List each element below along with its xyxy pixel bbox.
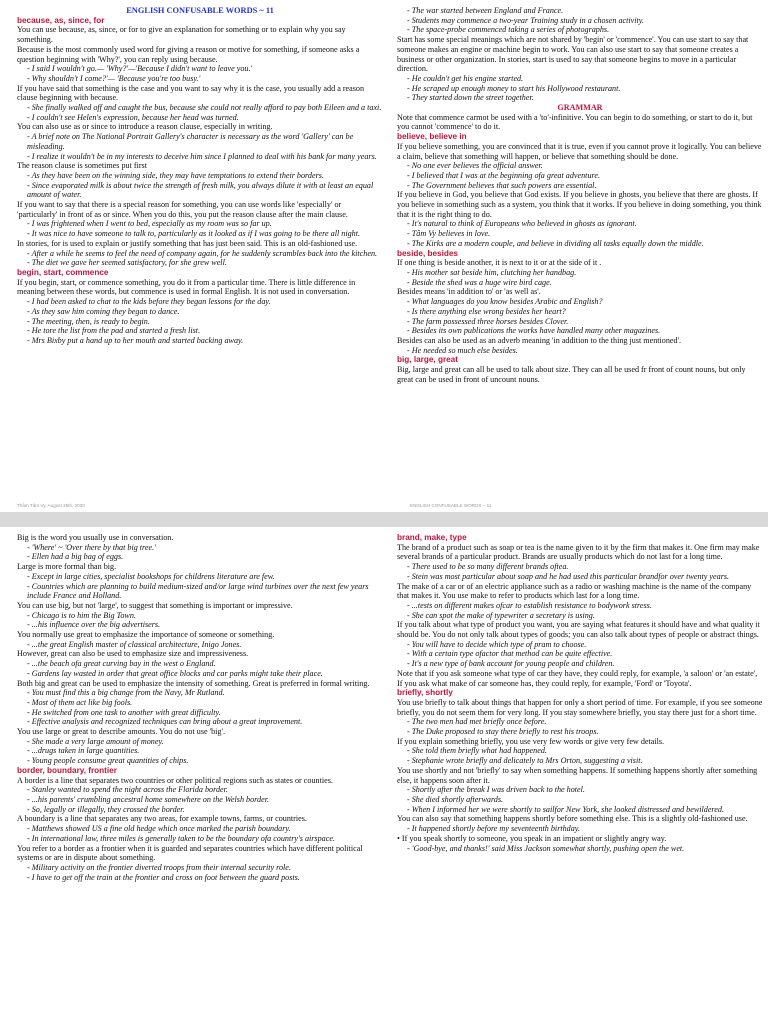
example-sentence: - The war started between England and France. (407, 6, 564, 15)
paragraph: A boundary is a line that separates any two areas, for example towns, farms, or countries. (17, 814, 307, 824)
paragraph: Note that commence carmot be used with a 'to'-infinitive. You can begin to do something, or start to do it, but you cannot 'commence' to do it. (397, 112, 753, 132)
paragraph: If you believe in God, you believe that God exists. If you believe in ghosts, you believe that there are ghosts. If you believe in something such as a system, you think that it works. If you believe in doing something, you think that it is the right thing to do. (397, 190, 762, 219)
page-1-left-column (17, 6, 383, 346)
paragraph: Besides can also be used as an adverb meaning 'in addition to the thing just mentioned'. (397, 335, 682, 345)
example-sentence: - The Duke proposed to stay there briefly to rest his troops. (407, 727, 599, 737)
paragraph: If you talk about what type of product you want, you are saying what features it should have and what quality it should be. You do not only talk about types of goods; you can also talk about types of people or abstract things. (397, 620, 760, 640)
document-title: ENGLISH CONFUSABLE WORDS ~ 11 (126, 6, 274, 15)
entry-heading: big, large, great (397, 355, 458, 365)
paragraph: If you explain something briefly, you use very few words or give very few details. (397, 736, 665, 746)
example-sentence: - She made a very large amount of money. (27, 736, 164, 746)
example-sentence: - 'Where' ~ 'Over there by that big tree.' (27, 542, 156, 552)
example-sentence: - Gardens lay wasted in order that great office blocks and car parks might take their place. (27, 668, 323, 678)
paragraph: You can also use as or since to introduce a reason clause, especially in writing. (17, 122, 273, 132)
example-sentence: - I realize it wouldn't be in my interests to deceive him since I planned to deal with his bank for many years. (27, 151, 377, 161)
example-sentence: - It was nice to have someone to talk to, particularly as it looked as if I was going to be there all night. (27, 229, 361, 239)
example-sentence: - It's natural to think of Europeans who believed in ghosts as ignorant. (407, 219, 637, 229)
entry-heading: believe, believe in (397, 132, 467, 142)
example-sentence: - ...drugs taken in large quantities. (27, 746, 140, 756)
paragraph: If you believe something, you are convinced that it is true, even if you cannot prove it logically. You can believe a claim, believe that something will happen, or believe that something should be done. (397, 141, 762, 161)
example-sentence: - It's a new type of bank account for young people and children. (407, 659, 615, 669)
example-sentence: - Stein was most particular about soap and he had used this particular brandfor over twenty years. (407, 571, 730, 581)
example-sentence: - Besides its own publications the works have handled many other magazines. (407, 326, 661, 336)
paragraph: You can use big, but not 'large', to suggest that something is important or impressive. (17, 600, 293, 610)
example-sentence: - Effective analysis and recognized techniques can bring about a great improvement. (27, 717, 303, 727)
example-sentence: - He scraped up enough money to start his Hollywood restaurant. (407, 83, 621, 93)
entry-heading: border, boundary, frontier (17, 765, 117, 775)
example-sentence: - Tâm Vy believes in love. (407, 229, 491, 239)
paragraph: You can use because, as, since, or for to give an explanation for something or to explain why you say something. (17, 25, 346, 45)
paragraph: You use large or great to describe amounts. You do not use 'big'. (17, 727, 225, 737)
example-sentence: - Military activity on the frontier diverted troops from their internal security role. (27, 862, 291, 872)
paragraph: You use briefly to talk about things that happen for only a short period of time. For example, if you see someone briefly, you do not seem them for very long. If you stay somewhere briefly, you stay there just for a short time. (397, 697, 763, 717)
example-sentence: - I believed that I was at the beginning ofa great adventure. (407, 170, 600, 180)
example-sentence: - As they have been on the winning side, they may have temptations to extend their borders. (27, 170, 324, 180)
example-sentence: - You will have to decide which type of pram to choose. (407, 639, 587, 649)
paragraph: Big, large and great can all be used to talk about size. They can all be used fr front of count nouns, but only great can be used in front of uncount nouns. (397, 365, 746, 384)
example-sentence: - Matthews showed US a fine old hedge which once marked the parish boundary. (27, 824, 291, 834)
example-sentence: - Except in large cities, specialist bookshops for childrens literature are few. (27, 571, 275, 581)
paragraph: You can also say that something happens shortly before something else. This is a slightly old-fashioned use. (397, 814, 748, 824)
example-sentence: - The meeting, then, is ready to begin. (27, 316, 150, 326)
page-1-right-text (397, 6, 763, 384)
example-sentence: - You must find this a big change from the Navy, Mr Rutland. (27, 688, 225, 698)
paragraph: • If you speak shortly to someone, you speak in an impatient or slightly angry way. (397, 833, 667, 843)
example-sentence: - He switched from one task to another with great difficulty. (27, 707, 221, 717)
example-sentence: - Students may commence a two-year Training study in a chosen activity. (407, 15, 644, 25)
example-sentence: - In international law, three miles is generally taken to be the boundary ofa country's airspace. (27, 833, 335, 843)
example-sentence: - Ellen had a big bag of eggs. (27, 552, 124, 562)
paragraph: Start has some special meanings which are not shared by 'begin' or 'commence'. You can use start to say that someone makes an engine or machine begin to work. You can also use start to say that someone creates a business or other organization. In stories, start is used to say that someone begins to move in a particular direction. (397, 35, 749, 74)
paragraph: You refer to a border as a frontier when it is guarded and separates countries which have different political systems or are in dispute about something. (17, 843, 363, 863)
paragraph: Because is the most commonly used word for giving a reason or motive for something, if someone asks a question beginning with 'Why?', you can reply using because. (17, 44, 360, 64)
paragraph: Big is the word you usually use in conversation. (17, 533, 174, 542)
paragraph: The brand of a product such as soap or tea is the name given to it by the firm that makes it. One firm may make several brands of a particular product. Brands are usually products which do not last for a long time. (397, 542, 760, 562)
example-sentence: - What languages do you know besides Arabic and English? (407, 297, 603, 307)
example-sentence: - With a certain type ofactor that method can be quite effective. (407, 649, 613, 659)
example-sentence: - Beside the shed was a huge wire bird cage. (407, 277, 552, 287)
paragraph: The reason clause is sometimes put first (17, 161, 147, 171)
example-sentence: - No one ever believes the official answer. (407, 161, 543, 171)
paragraph: If you want to say that there is a special reason for something, you can use words like 'especially' or 'particularly' in front of as or since. When you do this, you put the reason clause after the main clause. (17, 200, 348, 219)
paragraph: A border is a line that separates two countries or other political regions such as states or counties. (17, 775, 333, 785)
paragraph: The make of a car or of an electric appliance such as a radio or washing machine is the name of the company that makes it. You use make to refer to products which last for a long time. (397, 581, 752, 601)
paragraph: Large is more formal than big. (17, 562, 117, 572)
paragraph: However, great can also be used to emphasize size and impressiveness. (17, 649, 249, 659)
example-sentence: - Mrs Bixby put a hand up to her mouth and started backing away. (27, 335, 244, 345)
example-sentence: - The Kirks are a modern couple, and believe in dividing all tasks equally down the middle. (407, 238, 704, 248)
page-2-left-column (17, 533, 383, 882)
example-sentence: - Countries which are planning to build medium-sized and/or large wind turbines over the next few years include France and Holland. (27, 581, 369, 601)
example-sentence: - 'Good-bye, and thanks!' said Miss Jackson somewhat shortly, pushing open the wet. (407, 843, 685, 853)
page-1-left-text (17, 16, 383, 346)
paragraph: You use shortly and not 'briefly' to say when something happens. If something happens shortly after something else, it happens soon after it. (397, 765, 758, 785)
example-sentence: - I said I wouldn't go.— 'Why?'—'Because I didn't want to leave you.' (27, 64, 253, 74)
footer-left: Thâm Tâm Vy, August 25th, 2020 (17, 503, 85, 508)
example-sentence: - As they saw him coming they began to dance. (27, 306, 180, 316)
example-sentence: - I have to get off the train at the frontier and cross on foot between the guard posts. (27, 872, 300, 882)
example-sentence: - The space-probe commenced taking a series of photographs. (407, 25, 610, 35)
example-sentence: - ...tests on different makes ofcar to establish resistance to bodywork stress. (407, 600, 652, 610)
paragraph: If you begin, start, or commence something, you do it from a particular time. There is little difference in meaning between these words, but commence is used in formal English. It is not used in conversation. (17, 277, 356, 297)
entry-heading: begin, start, commence (17, 267, 109, 277)
entry-heading: briefly, shortly (397, 688, 453, 698)
example-sentence: - The diet we gave her seemed satisfactory, for she grew well. (27, 258, 227, 268)
example-sentence: - Is there anything else wrong besides her heart? (407, 306, 566, 316)
example-sentence: - ...his influence over the big advertisers. (27, 620, 161, 630)
grammar-heading: GRAMMAR (557, 103, 603, 113)
page-2 (0, 527, 768, 1024)
example-sentence: - She can spot the make of typewriter a secretary is using. (407, 610, 595, 620)
example-sentence: - She finally walked off and caught the bus, because she could not really afford to pay both Eileen and a taxi. (27, 103, 382, 113)
example-sentence: - Young people consume great quantities of chips. (27, 756, 189, 766)
example-sentence: - He couldn't get his engine started. (407, 73, 524, 83)
example-sentence: - Since evaporated milk is about twice the strength of fresh milk, you always dilute it with at least an equal amount of water. (27, 180, 374, 200)
example-sentence: - Why shouldn't I come?'— 'Because you're too busy.' (27, 73, 201, 83)
paragraph: If you have said that something is the case and you want to say why it is the case, you usually add a reason clause beginning with because. (17, 83, 365, 103)
example-sentence: - I had been asked to chat to the kids before they began lessons for the day. (27, 297, 271, 307)
example-sentence: - ...the great English master of classical architecture, Inigo Jones. (27, 639, 242, 649)
example-sentence: - A brief note on The National Portrait Gallery's character is necessary as the word 'Gallery' can be misleading. (27, 132, 354, 151)
example-sentence: - His mother sat beside him, clutching her handbag. (407, 267, 577, 277)
paragraph: Note that if you ask someone what type of car they have, they could reply, for example, 'a saloon' or 'an estate', If you ask what make of car someone has, they could reply, for example, 'Ford' or 'Toyota'. (397, 668, 758, 688)
example-sentence: - She told them briefly what had happened. (407, 746, 547, 756)
example-sentence: - After a while he seems to feel the need of company again, for he suddenly scrambles back into the kitchen. (27, 248, 378, 258)
footer-right: ENGLISH CONFUSABLE WORDS – 11 (410, 503, 492, 508)
example-sentence: - The two men had met briefly once before. (407, 717, 547, 727)
example-sentence: - She died shortly afterwards. (407, 794, 504, 804)
example-sentence: - It happened shortly before my seventeenth birthday. (407, 824, 580, 834)
example-sentence: - The farm possessed three horses besides Clover. (407, 316, 569, 326)
example-sentence: - There used to be so many different brands oftea. (407, 562, 569, 572)
example-sentence: - Chicago is to him the Big Town. (27, 610, 136, 620)
example-sentence: - Most of them act like big fools. (27, 697, 133, 707)
example-sentence: - I was frightened when I went to bed, especially as my room was so far up. (27, 219, 272, 229)
page-2-right-column (397, 533, 763, 853)
paragraph: In stories, for is used to explain or justify something that has just been said. This is an old-fashioned use. (17, 238, 358, 248)
example-sentence: - He needed so much else besides. (407, 345, 518, 355)
example-sentence: - I couldn't see Helen's expression, because her head was turned. (27, 112, 239, 122)
example-sentence: - ...his parents' crumbling ancestral home somewhere on the Welsh border. (27, 794, 269, 804)
page-2-left-text (17, 533, 383, 882)
example-sentence: - Stephanie wrote briefly and delicately to Mrs Orton, suggesting a visit. (407, 756, 643, 766)
paragraph: Besides means 'in addition to' or 'as well as'. (397, 287, 541, 297)
example-sentence: - He tore the list from the pad and started a fresh list. (27, 326, 201, 336)
paragraph: You normally use great to emphasize the importance of someone or something. (17, 630, 275, 640)
example-sentence: - So, legally or illegally, they crossed the border. (27, 804, 185, 814)
example-sentence: - They started down the street together. (407, 93, 534, 103)
example-sentence: - Stanley wanted to spend the night across the Florida border. (27, 785, 228, 795)
page-gap (0, 512, 768, 527)
entry-heading: brand, make, type (397, 533, 467, 542)
page-2-right-text (397, 533, 763, 853)
example-sentence: - Shortly after the break I was driven back to the hotel. (407, 785, 585, 795)
example-sentence: - The Government believes that such powers are essential. (407, 180, 597, 190)
entry-heading: because, as, since, for (17, 15, 105, 25)
page-1-right-column (397, 6, 763, 384)
paragraph: Both big and great can be used to emphasize the intensity of something. Great is preferred in formal writing. (17, 678, 370, 688)
example-sentence: - When I informed her we were shortly to sailfor New York, she looked distressed and bewildered. (407, 804, 724, 814)
entry-heading: beside, besides (397, 248, 458, 258)
paragraph: If one thing is beside another, it is next to it or at the side of it . (397, 258, 602, 268)
example-sentence: - ...the beach ofa great curving bay in the west o England. (27, 659, 216, 669)
